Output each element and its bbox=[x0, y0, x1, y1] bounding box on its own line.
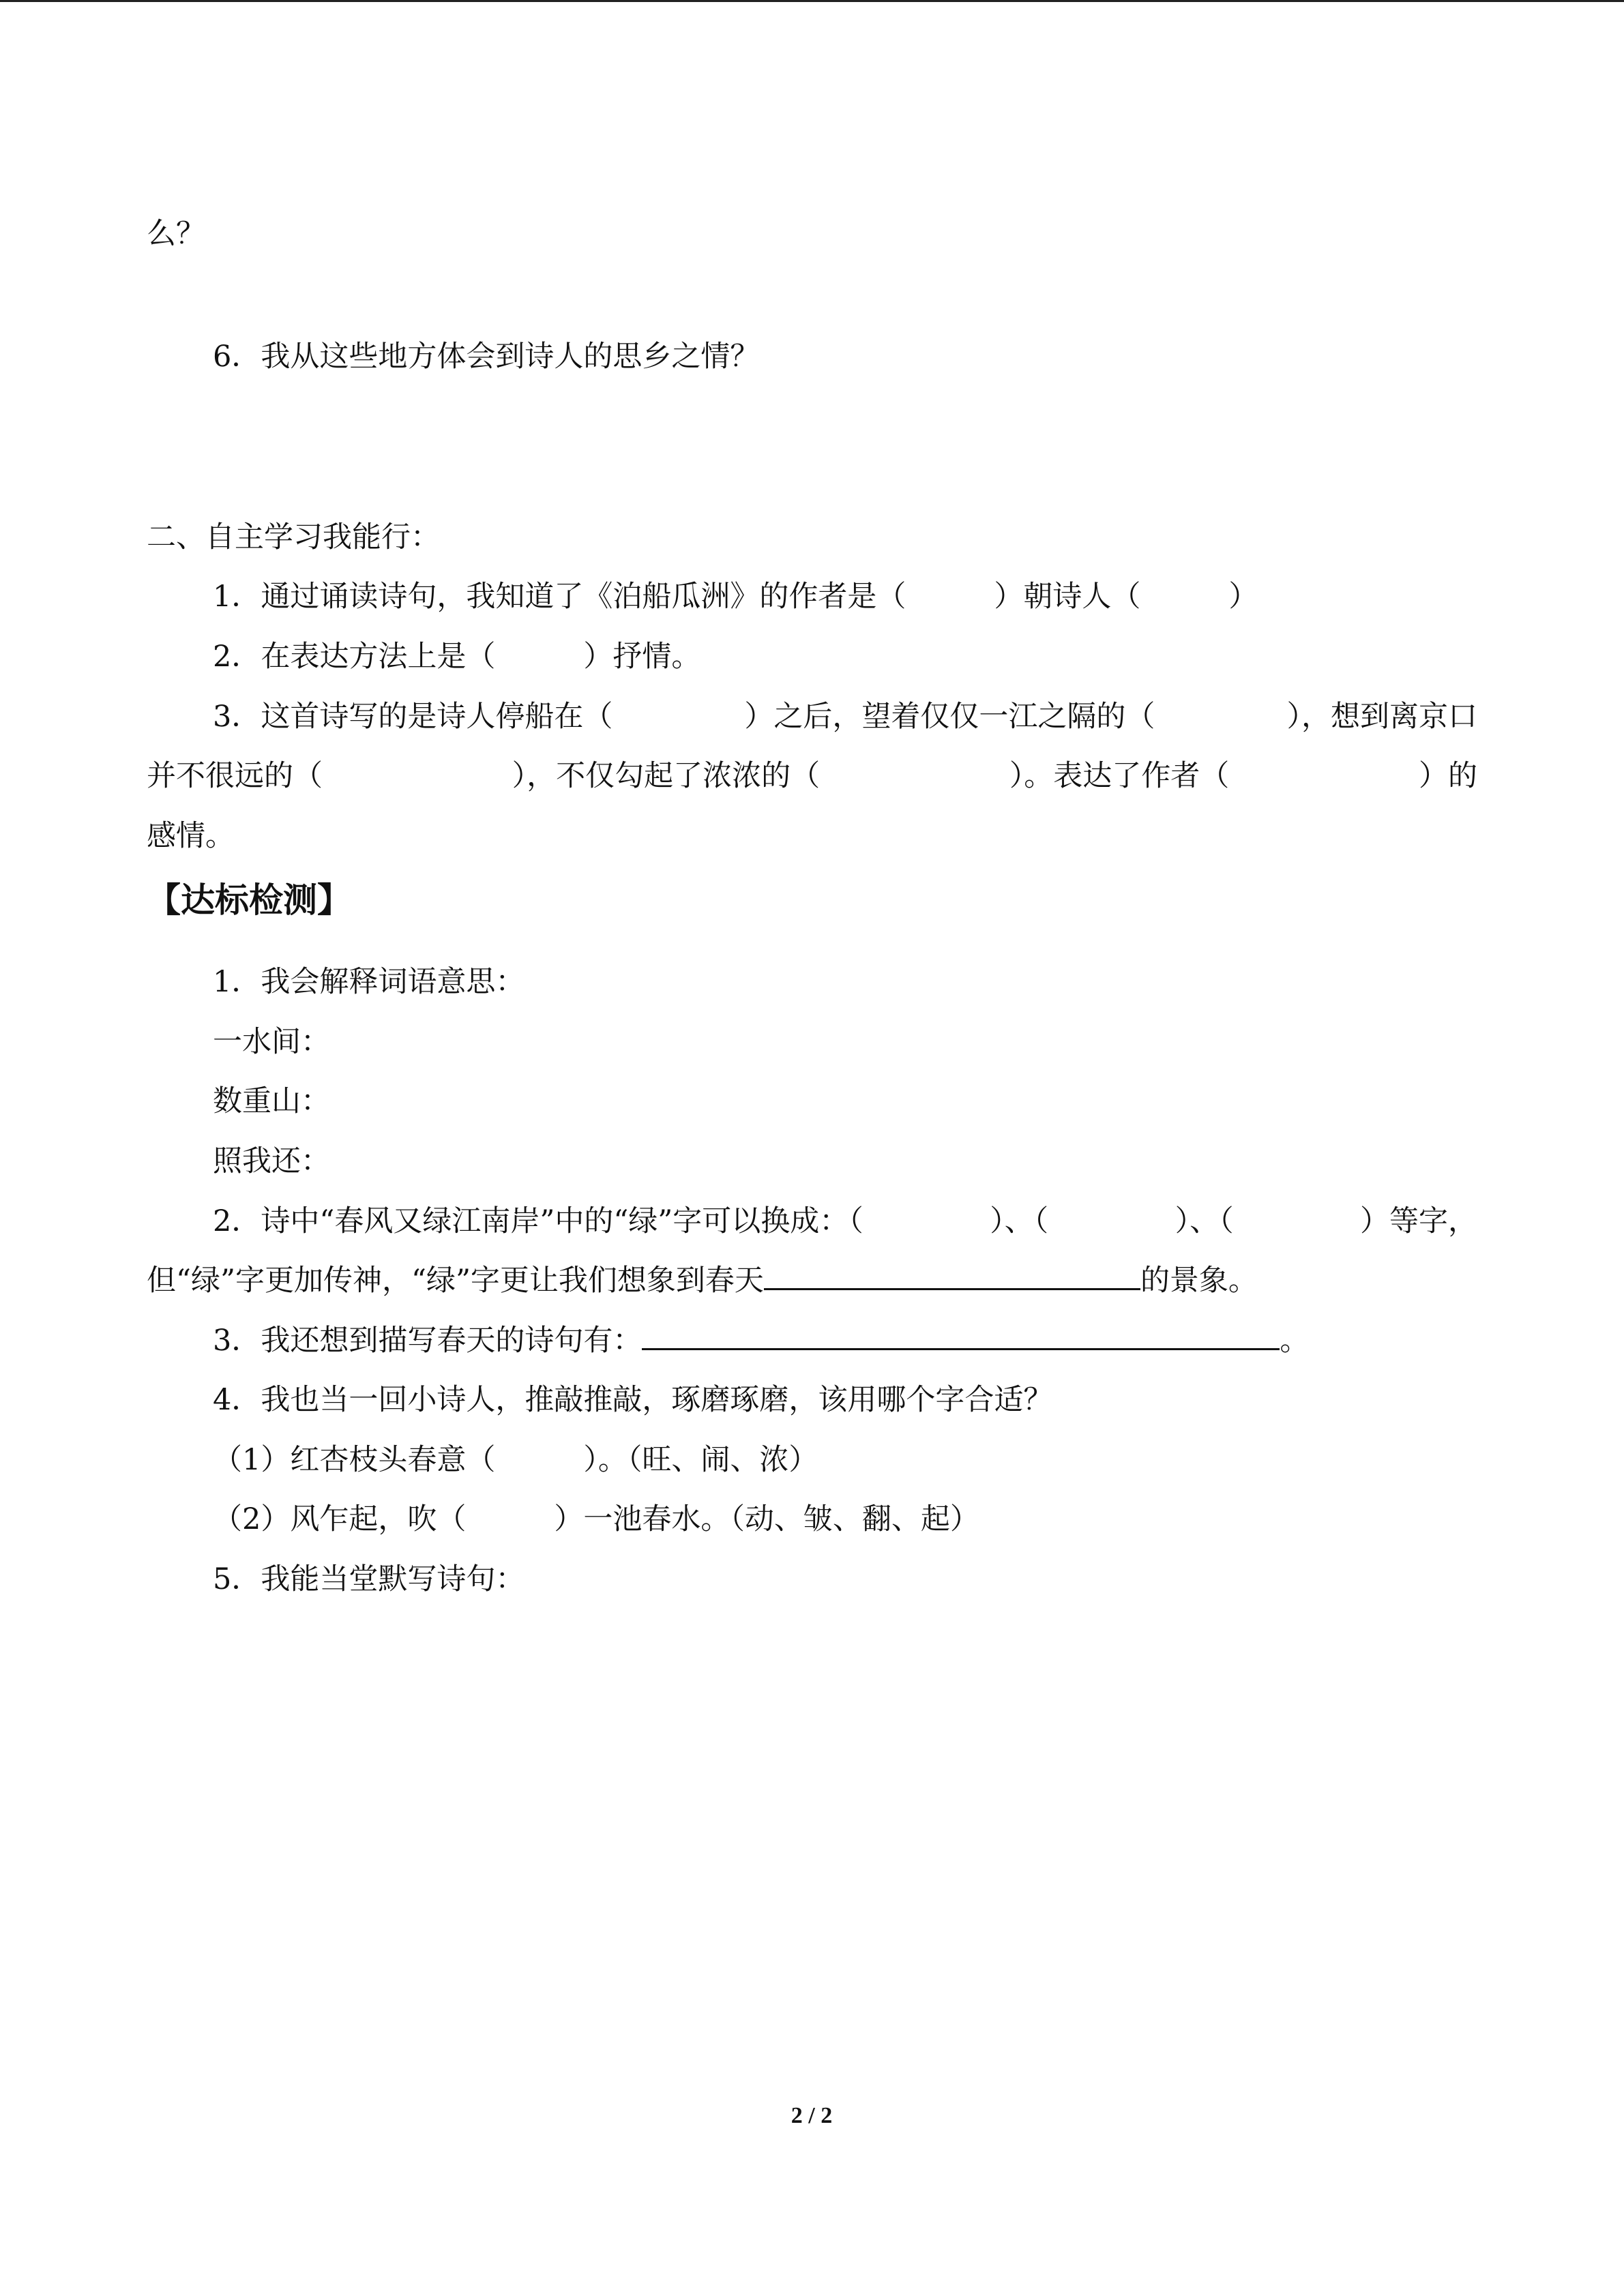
assessment-question-5: 5．我能当堂默写诗句： bbox=[213, 1562, 525, 1596]
assessment-question-3 bbox=[213, 1320, 1309, 1361]
self-study-item-3-line-2 bbox=[147, 756, 1477, 796]
q2-part-c: ）、（ bbox=[1175, 1204, 1234, 1238]
assessment-question-4-1: （1）红杏枝头春意（ ）。（旺、闹、浓） bbox=[213, 1443, 818, 1477]
self-study-item-2: 2．在表达方法上是（ ）抒情。 bbox=[213, 640, 701, 674]
q2-part-a: 2．诗中“春风又绿江南岸”中的“绿”字可以换成：（ bbox=[213, 1204, 863, 1238]
item3-part-d: 并不很远的（ bbox=[147, 759, 323, 793]
self-study-item-3-line-3: 感情。 bbox=[147, 819, 235, 853]
self-study-item-3-line-1 bbox=[213, 696, 1477, 737]
item3-part-g: ）的 bbox=[1418, 759, 1477, 793]
answer-blank-spring-scene[interactable] bbox=[764, 1261, 1140, 1290]
item3-part-b: ）之后，望着仅仅一江之隔的（ bbox=[744, 700, 1155, 734]
item3-part-a: 3．这首诗写的是诗人停船在（ bbox=[213, 700, 613, 734]
term-shuchongshan: 数重山： bbox=[213, 1084, 330, 1118]
section-heading-assessment: 【达标检测】 bbox=[147, 880, 351, 920]
page-number: 2 / 2 bbox=[791, 2103, 833, 2128]
term-zhaowohuan: 照我还： bbox=[213, 1144, 330, 1178]
q3-end: 。 bbox=[1280, 1324, 1310, 1358]
assessment-question-1: 1．我会解释词语意思： bbox=[213, 965, 525, 999]
q2-line2-end: 的景象。 bbox=[1140, 1264, 1258, 1298]
assessment-question-2-line-1 bbox=[213, 1201, 1477, 1242]
answer-blank-spring-poems[interactable] bbox=[642, 1321, 1280, 1350]
page-top-rule bbox=[0, 0, 1624, 2]
self-study-item-1: 1．通过诵读诗句，我知道了《泊船瓜洲》的作者是（ ）朝诗人（ ） bbox=[213, 580, 1258, 614]
section-heading-self-study: 二、自主学习我能行： bbox=[147, 520, 440, 554]
item3-part-f: ）。表达了作者（ bbox=[1009, 759, 1230, 793]
term-yishuijian: 一水间： bbox=[213, 1025, 330, 1059]
q2-part-b: ）、（ bbox=[990, 1204, 1049, 1238]
item3-part-e: ），不仅勾起了浓浓的（ bbox=[512, 759, 821, 793]
item3-part-c: ），想到离京口 bbox=[1286, 700, 1477, 734]
assessment-question-2-line-2 bbox=[147, 1260, 1258, 1301]
previous-question-fragment: 么？ bbox=[147, 217, 205, 251]
question-6: 6．我从这些地方体会到诗人的思乡之情？ bbox=[213, 340, 760, 374]
q2-part-d: ）等字， bbox=[1359, 1204, 1477, 1238]
assessment-question-4: 4．我也当一回小诗人，推敲推敲，琢磨琢磨，该用哪个字合适？ bbox=[213, 1383, 1053, 1417]
q2-line2-text: 但“绿”字更加传神，“绿”字更让我们想象到春天 bbox=[147, 1264, 764, 1298]
assessment-question-4-2: （2）风乍起，吹（ ）一池春水。（动、皱、翻、起） bbox=[213, 1502, 979, 1536]
q3-text: 3．我还想到描写春天的诗句有： bbox=[213, 1324, 643, 1358]
